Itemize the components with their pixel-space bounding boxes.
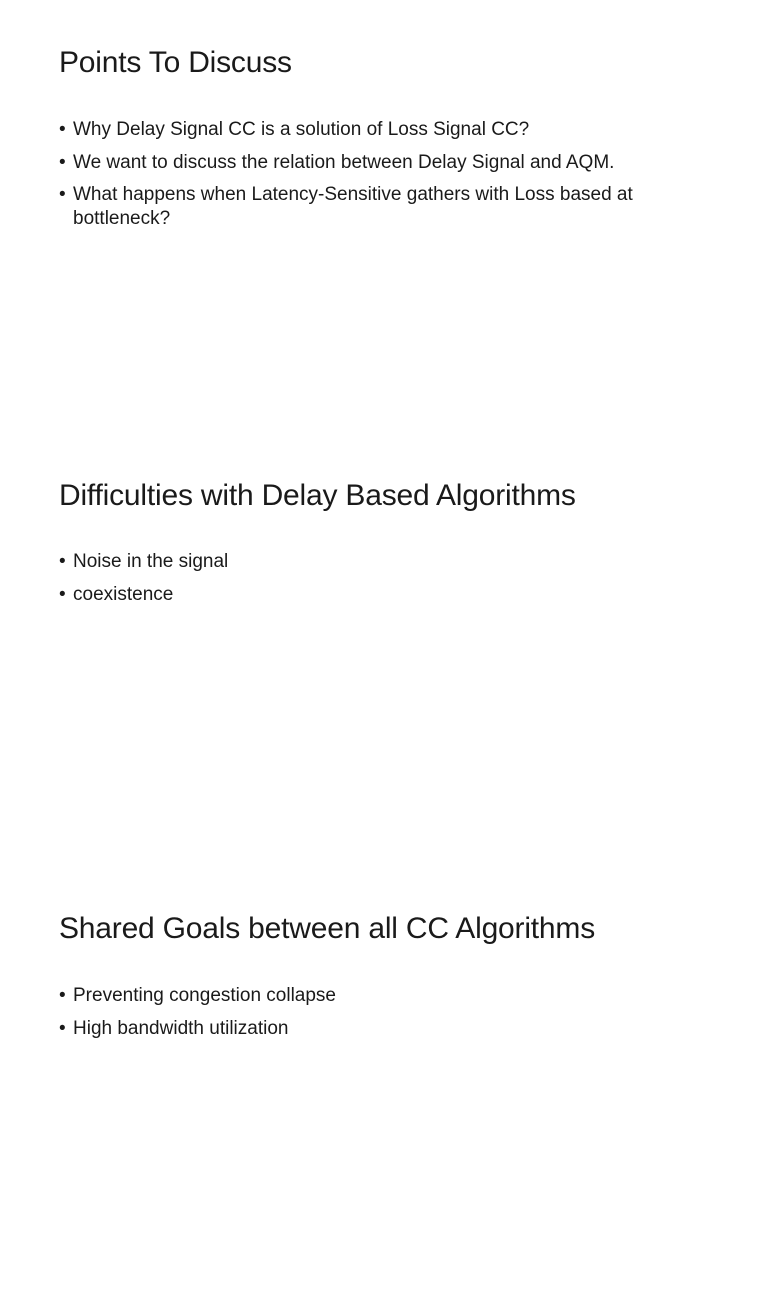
bullet-text: Why Delay Signal CC is a solution of Loss Signal CC? [73,119,530,140]
bullet-text: High bandwidth utilization [73,1017,289,1039]
slide-difficulties-delay-based [0,434,768,868]
bullet-item [59,583,709,607]
bullet-icon: • [59,583,66,605]
bullet-text: We want to discuss the relation between Delay Signal and AQM. [73,151,615,173]
bullet-item [59,550,709,574]
bullet-text: Noise in the signal [73,551,229,572]
bullet-text: Preventing congestion collapse [73,985,337,1006]
bullet-list [59,550,709,615]
bullet-text: coexistence [73,583,174,605]
slide-points-to-discuss [0,0,768,434]
bullet-item [59,151,709,175]
bullet-icon: • [59,985,66,1006]
bullet-icon: • [59,184,66,205]
bullet-item [59,183,709,231]
bullet-item [59,1017,709,1041]
bullet-text: What happens when Latency-Sensitive gathers with Loss based at bottleneck? [73,184,633,229]
slide-title: Shared Goals between all CC Algorithms [59,912,596,945]
bullet-icon: • [59,1017,66,1039]
slide-shared-goals [0,868,768,1302]
bullet-item [59,118,709,142]
bullet-list [59,118,709,240]
slide-title: Difficulties with Delay Based Algorithms [59,479,576,512]
bullet-icon: • [59,151,66,173]
bullet-list [59,984,709,1049]
bullet-icon: • [59,119,66,140]
bullet-icon: • [59,551,66,572]
bullet-item [59,984,709,1008]
slide-title: Points To Discuss [59,46,292,79]
